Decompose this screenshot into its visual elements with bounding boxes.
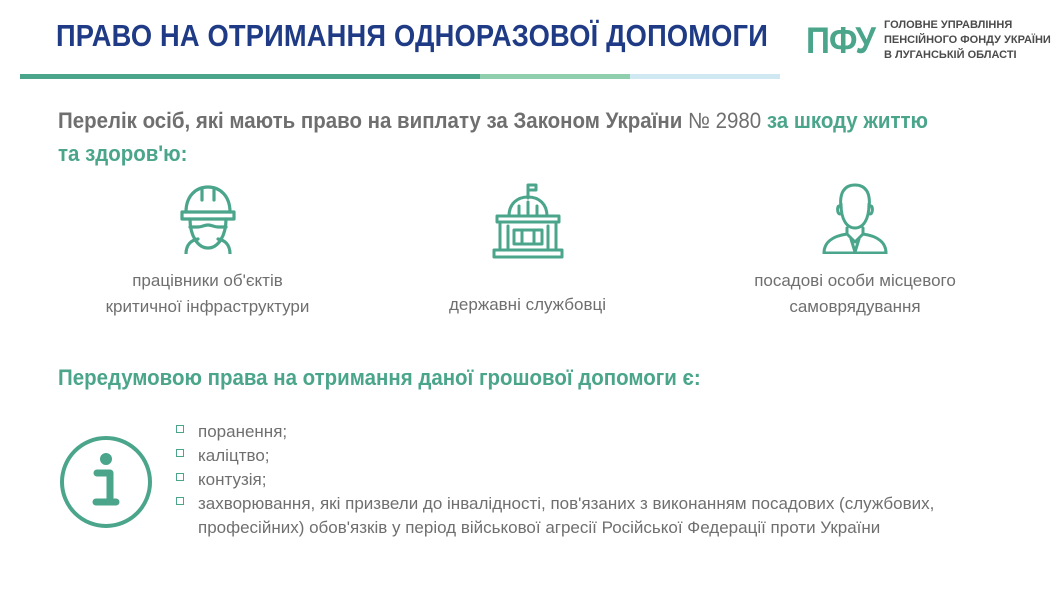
official-person-icon xyxy=(821,182,889,254)
info-badge xyxy=(58,434,154,535)
logo-line: В ЛУГАНСЬКІЙ ОБЛАСТІ xyxy=(884,49,1017,61)
intro-text: Перелік осіб, які мають право на виплату за Законом України xyxy=(58,108,689,133)
logo-mark: ПФУ xyxy=(806,20,876,61)
page-title: ПРАВО НА ОТРИМАННЯ ОДНОРАЗОВОЇ ДОПОМОГИ xyxy=(56,18,768,53)
category-label: державні службовці xyxy=(449,295,606,314)
list-item xyxy=(174,492,964,540)
condition-text: каліцтво; xyxy=(198,446,270,465)
category-local-officials xyxy=(730,182,980,320)
bullet-square-icon xyxy=(176,497,184,505)
list-item xyxy=(174,444,964,468)
title-underline-segment xyxy=(480,74,630,79)
category-label: самоврядування xyxy=(789,297,921,316)
bullet-square-icon xyxy=(176,473,184,481)
prerequisite-heading: Передумовою права на отримання даної грошової допомоги є: xyxy=(58,365,701,390)
title-underline-segment xyxy=(630,74,780,79)
condition-text: поранення; xyxy=(198,422,288,441)
law-number: № 2980 xyxy=(688,108,762,133)
list-item xyxy=(174,468,964,492)
logo-caption xyxy=(884,18,1051,63)
category-label: посадові особи місцевого xyxy=(754,271,956,290)
condition-text: контузія; xyxy=(198,470,267,489)
intro-paragraph xyxy=(58,104,951,170)
category-label: критичної інфраструктури xyxy=(105,297,310,316)
category-label: працівники об'єктів xyxy=(132,271,283,290)
condition-text: захворювання, які призвели до інвалідності, пов'язаних з виконанням посадових (службових, професійних) обов'язків у період військової агресії Російської Федерації проти України xyxy=(198,494,935,537)
worker-helmet-icon xyxy=(178,182,238,254)
intro-highlight: за шкоду життю та здоров'ю: xyxy=(58,108,928,166)
bullet-square-icon xyxy=(176,449,184,457)
pfu-logo xyxy=(806,18,1051,66)
logo-line: ГОЛОВНЕ УПРАВЛІННЯ xyxy=(884,19,1013,31)
title-underline-segment xyxy=(20,74,480,79)
list-item xyxy=(174,420,964,444)
category-civil-servants xyxy=(400,182,655,318)
category-critical-infrastructure xyxy=(80,182,335,320)
info-icon xyxy=(58,434,154,530)
conditions-list xyxy=(174,420,964,540)
logo-line: ПЕНСІЙНОГО ФОНДУ УКРАЇНИ xyxy=(884,34,1051,46)
government-building-icon xyxy=(489,182,567,260)
bullet-square-icon xyxy=(176,425,184,433)
